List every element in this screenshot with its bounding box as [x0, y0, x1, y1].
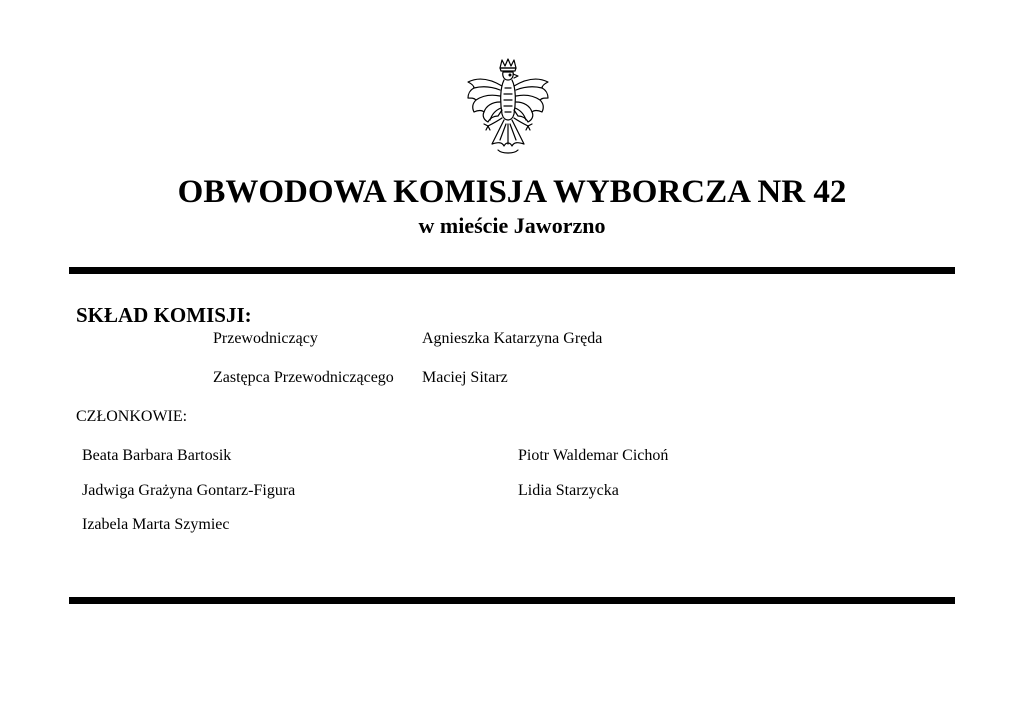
member-name: Jadwiga Grażyna Gontarz-Figura: [82, 482, 296, 499]
member-name: Lidia Starzycka: [518, 482, 619, 499]
member-name: Beata Barbara Bartosik: [82, 447, 232, 464]
member-name: Piotr Waldemar Cichoń: [518, 447, 669, 464]
commission-location: w mieście Jaworzno: [418, 213, 606, 238]
top-divider: [69, 267, 955, 274]
composition-heading: SKŁAD KOMISJI:: [76, 303, 252, 327]
polish-eagle-emblem-icon: [462, 58, 554, 158]
commission-title: OBWODOWA KOMISJA WYBORCZA NR 42: [177, 174, 847, 210]
members-heading: CZŁONKOWIE:: [76, 408, 188, 425]
deputy-chairperson-name: Maciej Sitarz: [422, 369, 508, 386]
chairperson-name: Agnieszka Katarzyna Gręda: [422, 330, 603, 347]
deputy-chairperson-label: Zastępca Przewodniczącego: [213, 369, 394, 386]
bottom-divider: [69, 597, 955, 604]
chairperson-label: Przewodniczący: [213, 330, 318, 347]
member-name: Izabela Marta Szymiec: [82, 516, 230, 533]
